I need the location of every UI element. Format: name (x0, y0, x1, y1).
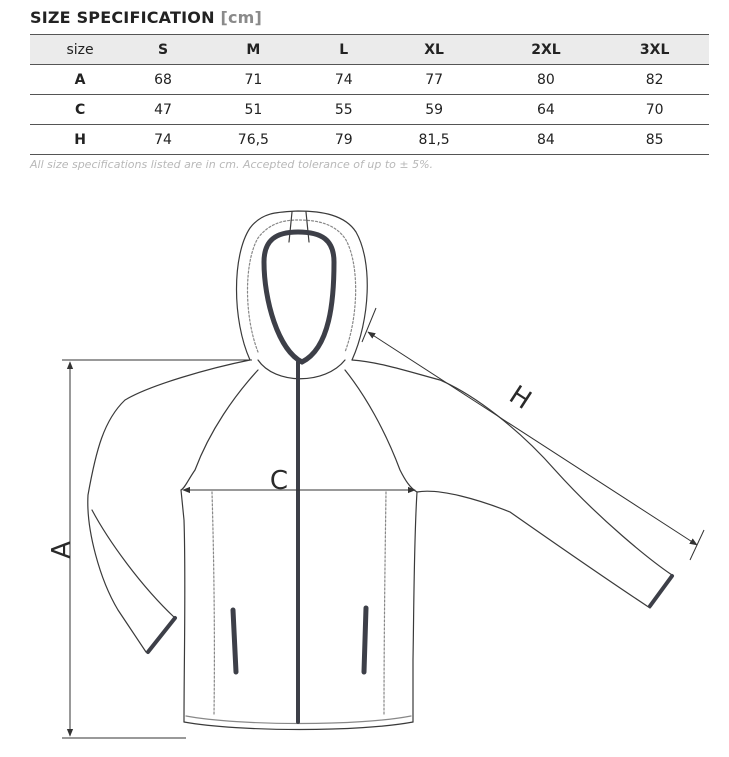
title-text: SIZE SPECIFICATION (30, 8, 215, 27)
table-cell: 71 (196, 65, 311, 95)
left-cuff (148, 618, 175, 652)
dimension-h-start-ext (362, 308, 376, 342)
left-body (181, 490, 185, 722)
hood-seam (289, 212, 309, 242)
row-label: H (30, 125, 130, 155)
dimension-h-label: H (503, 380, 537, 416)
right-raglan (345, 370, 417, 492)
column-header: L (311, 35, 377, 65)
table-cell: 70 (600, 95, 709, 125)
column-header: XL (377, 35, 492, 65)
left-side-seam (212, 492, 214, 715)
title-unit: [cm] (220, 8, 263, 27)
table-cell: 79 (311, 125, 377, 155)
right-body (413, 492, 417, 722)
right-cuff (650, 576, 672, 606)
left-shoulder (88, 360, 250, 652)
tolerance-note: All size specifications listed are in cm. Accepted tolerance of up to ± 5%. (30, 158, 434, 171)
column-header: size (30, 35, 130, 65)
row-label: C (30, 95, 130, 125)
right-side-seam (384, 492, 386, 715)
dimension-h-end-ext (690, 530, 704, 560)
left-pocket (233, 610, 236, 672)
column-header: 2XL (492, 35, 601, 65)
table-cell: 59 (377, 95, 492, 125)
left-sleeve-inner (92, 510, 175, 618)
table-cell: 81,5 (377, 125, 492, 155)
table-cell: 74 (311, 65, 377, 95)
table-cell: 68 (130, 65, 196, 95)
table-cell: 55 (311, 95, 377, 125)
column-header: 3XL (600, 35, 709, 65)
row-label: A (30, 65, 130, 95)
table-cell: 74 (130, 125, 196, 155)
table-cell: 51 (196, 95, 311, 125)
table-cell: 84 (492, 125, 601, 155)
table-cell: 80 (492, 65, 601, 95)
left-raglan (181, 370, 258, 490)
hood-opening-trim (264, 232, 334, 362)
table-cell: 82 (600, 65, 709, 95)
dimension-c-label: C (269, 466, 289, 496)
table-cell: 77 (377, 65, 492, 95)
column-header: S (130, 35, 196, 65)
table-cell: 76,5 (196, 125, 311, 155)
dimension-h-line (368, 332, 697, 545)
table-cell: 47 (130, 95, 196, 125)
column-header: M (196, 35, 311, 65)
right-pocket (364, 608, 366, 672)
table-cell: 64 (492, 95, 601, 125)
table-cell: 85 (600, 125, 709, 155)
dimension-a-label: A (47, 541, 77, 559)
